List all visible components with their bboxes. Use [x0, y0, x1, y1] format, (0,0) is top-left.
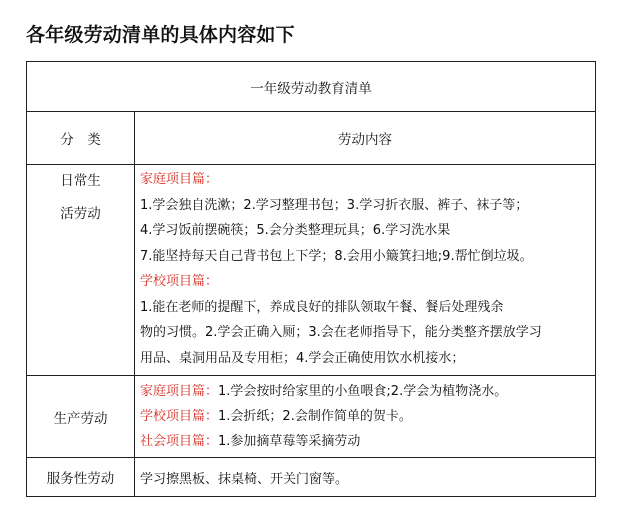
content-production: [135, 376, 596, 458]
table-row-service: [27, 458, 596, 497]
production-school-text: 1.会折纸；2.会制作简单的贺卡。: [218, 409, 412, 424]
school-item-line: 1.能在老师的提醒下，养成良好的排队领取午餐、餐后处理残余: [140, 299, 504, 315]
category-service: 服务性劳动: [27, 458, 135, 497]
category-production: 生产劳动: [27, 376, 135, 458]
school-section-heading: 学校项目篇：: [140, 274, 219, 289]
production-society-label: 社会项目篇：: [140, 434, 219, 449]
table-row-daily-life: [27, 165, 596, 376]
production-school-line: [140, 404, 592, 429]
production-society-line: [140, 429, 592, 454]
school-item-line: 物的习惯。2.学会正确入厕；3.会在老师指导下，能分类整齐摆放学习: [140, 325, 542, 340]
category-daily-life: [27, 165, 135, 376]
home-item-line: 4.学习饭前摆碗筷；5.会分类整理玩具；6.学习洗水果: [140, 223, 451, 238]
production-school-label: 学校项目篇：: [140, 409, 219, 424]
table-row-production: [27, 376, 596, 458]
production-society-text: 1.参加摘草莓等采摘劳动: [218, 434, 361, 449]
labor-list-table: [26, 61, 596, 497]
home-item-line: 7.能坚持每天自己背书包上下学；8.会用小簸箕扫地;9.帮忙倒垃圾。: [140, 248, 533, 264]
production-home-label: 家庭项目篇：: [140, 384, 219, 399]
content-daily-life: [135, 165, 596, 376]
production-home-line: [140, 379, 592, 404]
page-heading: 各年级劳动清单的具体内容如下: [26, 24, 295, 46]
header-content: 劳动内容: [135, 112, 596, 165]
table-title: 一年级劳动教育清单: [27, 62, 596, 112]
home-item-line: 1.学会独自洗漱；2.学习整理书包；3.学习折衣服、裤子、袜子等；: [140, 197, 529, 213]
table-header-row: [27, 112, 596, 165]
content-service: 学习擦黑板、抹桌椅、开关门窗等。: [135, 458, 596, 497]
home-section-heading: 家庭项目篇：: [140, 172, 219, 187]
header-category: 分 类: [27, 112, 135, 165]
category-daily-life-line1: 日常生: [60, 173, 101, 189]
production-home-text: 1.学会按时给家里的小鱼喂食;2.学会为植物浇水。: [218, 384, 508, 399]
category-daily-life-line2: 活劳动: [60, 206, 101, 222]
school-item-line: 用品、桌洞用品及专用柜；4.学会正确使用饮水机接水；: [140, 350, 465, 366]
table-title-row: [27, 62, 596, 112]
